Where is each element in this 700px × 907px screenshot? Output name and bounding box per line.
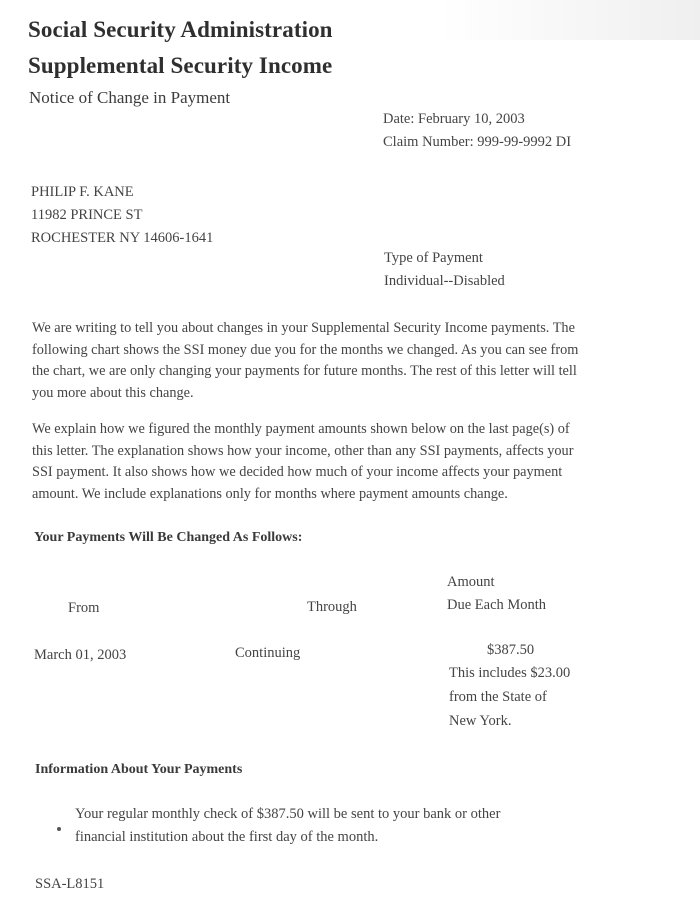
changes-heading: Your Payments Will Be Changed As Follows:	[34, 530, 303, 545]
through-value: Continuing	[235, 645, 301, 661]
amount-note-line: from the State of	[449, 689, 547, 705]
explanation-paragraph	[32, 419, 682, 505]
amount-header-line2: Due Each Month	[447, 597, 547, 613]
paragraph-line: you more about this change.	[32, 384, 194, 401]
intro-paragraph	[32, 318, 682, 404]
amount-note-line: This includes $23.00	[449, 665, 571, 681]
notice-title: Notice of Change in Payment	[29, 88, 231, 107]
notice-date: Date: February 10, 2003	[383, 111, 525, 127]
recipient-city: ROCHESTER NY 14606-1641	[31, 230, 214, 246]
claim-number: Claim Number: 999-99-9992 DI	[383, 134, 572, 150]
amount-note-line: New York.	[449, 713, 512, 729]
payment-type-value: Individual--Disabled	[384, 273, 505, 289]
paragraph-line: SSI payment. It also shows how we decided how much of your income affects your payment	[32, 464, 563, 480]
paragraph-line: amount. We include explanations only for months where payment amounts change.	[32, 485, 508, 502]
bullet-line: Your regular monthly check of $387.50 will be sent to your bank or other	[75, 806, 501, 822]
from-column-header: From	[68, 600, 100, 616]
through-column-header: Through	[307, 599, 357, 615]
form-code: SSA-L8151	[35, 876, 105, 892]
paragraph-line: following chart shows the SSI money due you for the months we changed. As you can see from	[32, 341, 579, 358]
paragraph-line: the chart, we are only changing your payments for future months. The rest of this letter will tell	[32, 363, 577, 379]
agency-title: Social Security Administration	[28, 17, 333, 42]
paragraph-line: We explain how we figured the monthly payment amounts shown below on the last page(s) of	[32, 421, 570, 437]
amount-header-line1: Amount	[447, 574, 495, 590]
amount-due: $387.50	[487, 642, 535, 658]
info-heading: Information About Your Payments	[35, 762, 243, 777]
payment-type-label: Type of Payment	[384, 250, 483, 266]
from-date: March 01, 2003	[34, 647, 127, 663]
paragraph-line: We are writing to tell you about changes in your Supplemental Security Income payments. The	[32, 320, 575, 336]
recipient-street: 11982 PRINCE ST	[31, 207, 143, 223]
amount-note	[449, 661, 570, 733]
bullet-icon	[57, 818, 61, 836]
paragraph-line: this letter. The explanation shows how your income, other than any SSI payments, affects your	[32, 442, 574, 459]
bullet-line: financial institution about the first day of the month.	[75, 829, 379, 845]
scan-shading	[440, 0, 700, 40]
info-bullet-text	[75, 803, 500, 849]
recipient-name: PHILIP F. KANE	[31, 184, 134, 200]
program-title: Supplemental Security Income	[28, 53, 333, 78]
